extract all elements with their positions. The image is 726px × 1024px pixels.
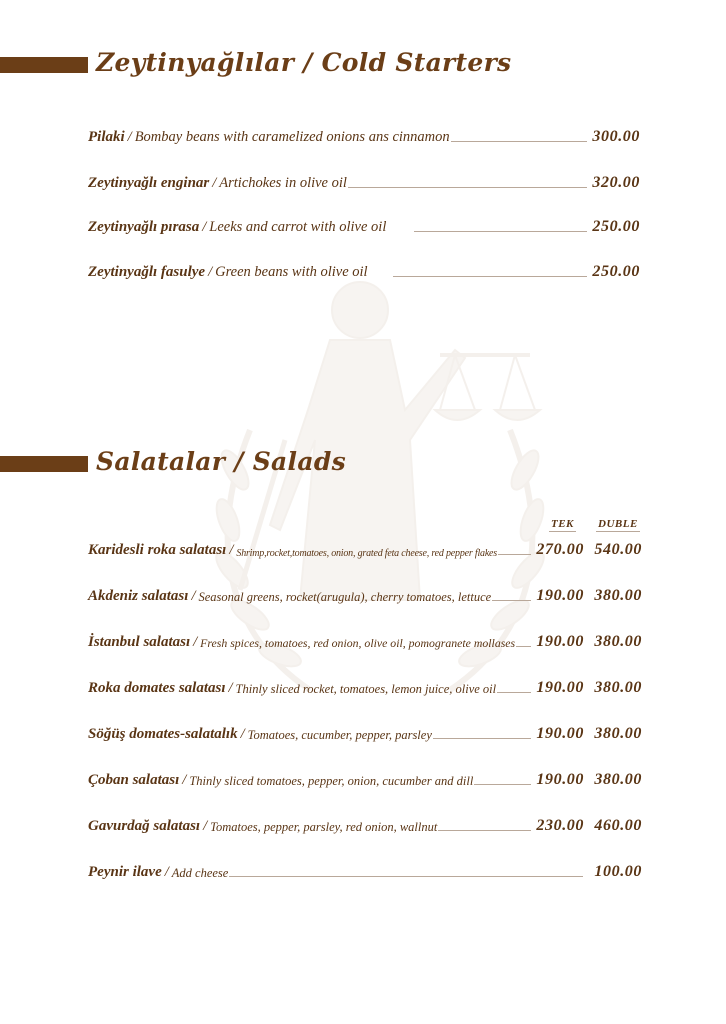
item-price-single: 190.00 (536, 771, 584, 788)
item-price-double: 540.00 (594, 541, 642, 558)
leader-line (348, 187, 587, 188)
item-name: Pilaki (88, 129, 125, 145)
item-price-double: 380.00 (594, 633, 642, 650)
item-price-double: 380.00 (594, 587, 642, 604)
menu-item (88, 629, 642, 651)
item-price-double: 380.00 (594, 725, 642, 742)
leader-line (414, 231, 587, 232)
item-description: Thinly sliced rocket, tomatoes, lemon juice, olive oil (235, 682, 497, 696)
item-name: Gavurdağ salatası (88, 818, 201, 834)
section-title-cold-starters: Zeytinyağlılar / Cold Starters (96, 48, 512, 77)
item-price: 250.00 (592, 218, 640, 235)
leader-line (492, 600, 531, 601)
leader-line (393, 276, 587, 277)
item-separator: / (229, 542, 234, 558)
menu-item (88, 124, 640, 146)
item-price-single: 270.00 (536, 541, 584, 558)
item-price-single: 190.00 (536, 587, 584, 604)
item-separator: / (193, 634, 198, 650)
item-description: Fresh spices, tomatoes, red onion, olive oil, pomogranete mollases (200, 636, 516, 650)
item-name: İstanbul salatası (88, 634, 191, 650)
leader-line (433, 738, 531, 739)
item-name: Karidesli roka salatası (88, 542, 227, 558)
item-name: Zeytinyağlı pırasa (88, 219, 200, 235)
item-separator: / (182, 772, 187, 788)
item-description: Seasonal greens, rocket(arugula), cherry tomatoes, lettuce (198, 590, 492, 604)
item-description: Add cheese (171, 866, 229, 880)
item-description: Artichokes in olive oil (219, 175, 347, 191)
item-price-double: 380.00 (594, 679, 642, 696)
menu-item (88, 259, 640, 281)
item-price-double: 460.00 (594, 817, 642, 834)
item-description: Bombay beans with caramelized onions ans cinnamon (134, 129, 450, 145)
section-bar-salads (0, 456, 88, 472)
menu-item (88, 537, 642, 559)
menu-item (88, 859, 642, 881)
item-price: 300.00 (592, 128, 640, 145)
menu-item (88, 721, 642, 743)
item-price-single: 190.00 (536, 679, 584, 696)
leader-line (516, 646, 531, 647)
item-name: Zeytinyağlı fasulye (88, 264, 206, 280)
item-separator: / (240, 726, 245, 742)
item-price: 320.00 (592, 174, 640, 191)
item-separator: / (212, 175, 217, 191)
section-bar-cold-starters (0, 57, 88, 73)
item-price: 100.00 (594, 863, 642, 880)
column-header-single: TEK (551, 518, 574, 530)
item-name: Peynir ilave (88, 864, 162, 880)
menu-item (88, 813, 642, 835)
item-separator: / (164, 864, 169, 880)
item-description: Tomatoes, cucumber, pepper, parsley (247, 728, 432, 742)
menu-item (88, 767, 642, 789)
item-price: 250.00 (592, 263, 640, 280)
item-separator: / (208, 264, 213, 280)
item-description: Leeks and carrot with olive oil (209, 219, 387, 235)
item-name: Söğüş domates-salatalık (88, 726, 238, 742)
column-header-double: DUBLE (598, 518, 638, 530)
item-price-double: 380.00 (594, 771, 642, 788)
leader-line (229, 876, 583, 877)
item-separator: / (203, 818, 208, 834)
leader-line (497, 692, 531, 693)
menu-item (88, 170, 640, 192)
item-name: Çoban salatası (88, 772, 180, 788)
item-description: Thinly sliced tomatoes, pepper, onion, cucumber and dill (189, 774, 474, 788)
leader-line (438, 830, 531, 831)
item-separator: / (202, 219, 207, 235)
item-price-single: 190.00 (536, 633, 584, 650)
section-title-salads: Salatalar / Salads (96, 447, 347, 476)
leader-line (498, 554, 531, 555)
menu-item (88, 583, 642, 605)
menu-item (88, 675, 642, 697)
menu-item (88, 214, 640, 236)
item-name: Zeytinyağlı enginar (88, 175, 210, 191)
item-price-single: 230.00 (536, 817, 584, 834)
item-separator: / (191, 588, 196, 604)
item-separator: / (127, 129, 132, 145)
item-description: Tomatoes, pepper, parsley, red onion, wallnut (210, 820, 438, 834)
item-price-single: 190.00 (536, 725, 584, 742)
item-description: Green beans with olive oil (215, 264, 368, 280)
item-separator: / (228, 680, 233, 696)
item-description: Shrimp,rocket,tomatoes, onion, grated feta cheese, red pepper flakes (236, 548, 497, 559)
leader-line (451, 141, 587, 142)
item-name: Roka domates salatası (88, 680, 226, 696)
leader-line (474, 784, 531, 785)
item-name: Akdeniz salatası (88, 588, 189, 604)
